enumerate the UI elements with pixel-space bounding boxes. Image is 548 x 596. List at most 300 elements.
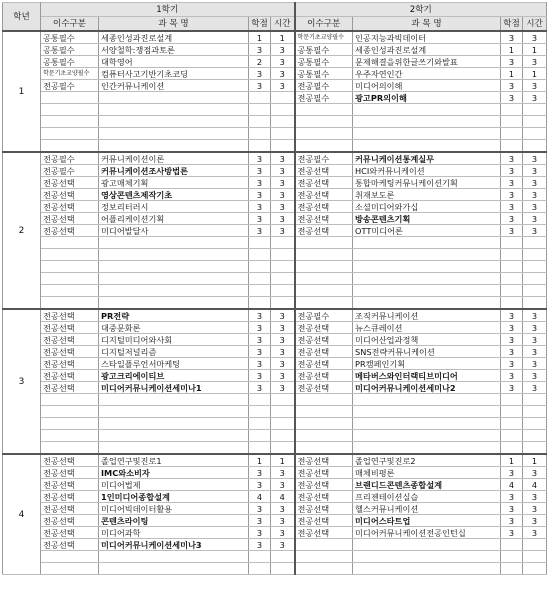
s2-course-hours bbox=[523, 140, 547, 153]
s2-course-credit bbox=[501, 273, 523, 285]
s1-course-name bbox=[99, 104, 249, 116]
table-row bbox=[3, 165, 547, 177]
s1-course-name: 미디어과학 bbox=[99, 527, 249, 539]
table-row bbox=[3, 382, 547, 394]
s2-course-hours bbox=[523, 539, 547, 551]
table-row bbox=[3, 479, 547, 491]
s2-course-name: 프리젠테이션실습 bbox=[353, 491, 501, 503]
s2-course-name: 소셜미디어와가십 bbox=[353, 201, 501, 213]
s2-course-division: 전공선택 bbox=[295, 382, 353, 394]
s1-course-hours bbox=[271, 285, 295, 297]
s1-course-credit: 4 bbox=[249, 491, 271, 503]
s1-course-division bbox=[41, 297, 99, 310]
table-row bbox=[3, 68, 547, 80]
s2-course-division bbox=[295, 539, 353, 551]
s2-course-credit bbox=[501, 430, 523, 442]
s1-course-name: 졸업연구및진로1 bbox=[99, 454, 249, 467]
s2-course-credit: 1 bbox=[501, 44, 523, 56]
s2-course-hours: 3 bbox=[523, 515, 547, 527]
s2-course-credit bbox=[501, 261, 523, 273]
s2-course-division: 전공선택 bbox=[295, 213, 353, 225]
s1-course-name: 콘텐츠라이팅 bbox=[99, 515, 249, 527]
s2-course-division bbox=[295, 140, 353, 153]
s1-course-name bbox=[99, 249, 249, 261]
s2-course-division bbox=[295, 116, 353, 128]
s2-course-hours: 3 bbox=[523, 225, 547, 237]
s1-course-hours: 3 bbox=[271, 56, 295, 68]
s1-course-hours bbox=[271, 418, 295, 430]
s2-course-credit: 3 bbox=[501, 382, 523, 394]
s2-course-credit: 3 bbox=[501, 31, 523, 44]
s2-course-hours: 3 bbox=[523, 189, 547, 201]
s1-course-credit: 3 bbox=[249, 503, 271, 515]
s2-course-name: 방송콘텐츠기획 bbox=[353, 213, 501, 225]
s2-course-credit bbox=[501, 551, 523, 563]
table-row bbox=[3, 237, 547, 249]
s1-course-credit: 3 bbox=[249, 189, 271, 201]
s1-course-hours: 3 bbox=[271, 515, 295, 527]
s2-course-name: 커뮤니케이션통계실무 bbox=[353, 152, 501, 165]
s1-course-credit bbox=[249, 104, 271, 116]
s1-course-credit: 3 bbox=[249, 467, 271, 479]
s2-course-hours bbox=[523, 249, 547, 261]
s2-course-hours: 3 bbox=[523, 92, 547, 104]
s2-course-credit: 3 bbox=[501, 515, 523, 527]
s1-course-hours bbox=[271, 104, 295, 116]
s2-course-name bbox=[353, 249, 501, 261]
s2-course-name: 통합마케팅커뮤니케이션기획 bbox=[353, 177, 501, 189]
s1-course-hours: 3 bbox=[271, 152, 295, 165]
s1-course-credit bbox=[249, 237, 271, 249]
s1-course-hours bbox=[271, 563, 295, 575]
s2-div-header: 이수구분 bbox=[295, 17, 353, 32]
s1-course-credit: 3 bbox=[249, 225, 271, 237]
s2-course-credit bbox=[501, 104, 523, 116]
year-header: 학년 bbox=[3, 3, 41, 32]
s2-course-division bbox=[295, 406, 353, 418]
s1-course-name: 1인미디어종합설계 bbox=[99, 491, 249, 503]
s2-course-hours bbox=[523, 563, 547, 575]
s1-course-division: 전공선택 bbox=[41, 225, 99, 237]
s1-course-division bbox=[41, 430, 99, 442]
s1-course-credit: 3 bbox=[249, 152, 271, 165]
s1-course-credit: 1 bbox=[249, 31, 271, 44]
s1-hours-header: 시간 bbox=[271, 17, 295, 32]
s2-course-name bbox=[353, 285, 501, 297]
s2-course-name: 미디어커뮤니케이션전공인턴십 bbox=[353, 527, 501, 539]
table-row bbox=[3, 442, 547, 455]
s2-course-division bbox=[295, 551, 353, 563]
s2-course-division: 전공선택 bbox=[295, 491, 353, 503]
s1-course-credit bbox=[249, 430, 271, 442]
s1-course-credit: 3 bbox=[249, 370, 271, 382]
s2-course-credit bbox=[501, 285, 523, 297]
s2-course-hours: 3 bbox=[523, 334, 547, 346]
s2-course-hours: 3 bbox=[523, 309, 547, 322]
s1-course-hours: 3 bbox=[271, 213, 295, 225]
table-row bbox=[3, 334, 547, 346]
s2-course-hours: 1 bbox=[523, 68, 547, 80]
s1-course-name bbox=[99, 442, 249, 455]
s2-course-hours: 3 bbox=[523, 31, 547, 44]
s1-course-division bbox=[41, 128, 99, 140]
s2-course-hours: 3 bbox=[523, 322, 547, 334]
s1-course-credit bbox=[249, 297, 271, 310]
s1-course-credit: 3 bbox=[249, 68, 271, 80]
s1-course-name bbox=[99, 406, 249, 418]
curriculum-body bbox=[3, 31, 547, 575]
s1-course-hours: 3 bbox=[271, 334, 295, 346]
s2-course-header: 과 목 명 bbox=[353, 17, 501, 32]
year-label: 2 bbox=[3, 152, 41, 309]
s2-course-name bbox=[353, 140, 501, 153]
s2-course-credit: 1 bbox=[501, 454, 523, 467]
s1-course-division: 전공필수 bbox=[41, 152, 99, 165]
semester-header-row bbox=[3, 3, 547, 17]
s1-course-name: 광고매체기획 bbox=[99, 177, 249, 189]
s2-course-hours: 3 bbox=[523, 370, 547, 382]
s1-course-hours bbox=[271, 116, 295, 128]
s2-course-name bbox=[353, 297, 501, 310]
table-row bbox=[3, 527, 547, 539]
s1-course-credit bbox=[249, 273, 271, 285]
year-label: 1 bbox=[3, 31, 41, 152]
s1-course-division: 전공선택 bbox=[41, 201, 99, 213]
table-row bbox=[3, 297, 547, 310]
s1-course-credit bbox=[249, 418, 271, 430]
s2-course-hours bbox=[523, 237, 547, 249]
s1-course-hours: 3 bbox=[271, 370, 295, 382]
s2-course-credit: 3 bbox=[501, 152, 523, 165]
s1-course-hours: 3 bbox=[271, 322, 295, 334]
s2-course-hours: 3 bbox=[523, 177, 547, 189]
s2-course-name: 미디어의이해 bbox=[353, 80, 501, 92]
s1-course-division: 전공선택 bbox=[41, 491, 99, 503]
s2-course-credit bbox=[501, 116, 523, 128]
s1-course-division: 전공선택 bbox=[41, 539, 99, 551]
table-row bbox=[3, 394, 547, 406]
s1-course-hours: 3 bbox=[271, 225, 295, 237]
s2-course-credit bbox=[501, 563, 523, 575]
s2-course-hours: 3 bbox=[523, 80, 547, 92]
s2-course-division: 전공선택 bbox=[295, 322, 353, 334]
s1-course-name: 정보리터러시 bbox=[99, 201, 249, 213]
s2-course-division: 학문기초교양필수 bbox=[295, 31, 353, 44]
s2-course-hours: 3 bbox=[523, 346, 547, 358]
s1-course-header: 과 목 명 bbox=[99, 17, 249, 32]
s2-course-credit bbox=[501, 418, 523, 430]
s2-course-credit: 3 bbox=[501, 201, 523, 213]
s1-course-name: 미디어커뮤니케이션세미나3 bbox=[99, 539, 249, 551]
s1-course-name: 커뮤니케이션조사방법론 bbox=[99, 165, 249, 177]
table-row bbox=[3, 515, 547, 527]
s2-course-credit: 3 bbox=[501, 527, 523, 539]
s2-course-hours bbox=[523, 273, 547, 285]
s1-course-credit: 3 bbox=[249, 309, 271, 322]
s1-course-name: 미디어법제 bbox=[99, 479, 249, 491]
s1-course-name: 미디어발달사 bbox=[99, 225, 249, 237]
s1-course-credit: 3 bbox=[249, 201, 271, 213]
s2-course-hours: 4 bbox=[523, 479, 547, 491]
s1-course-name bbox=[99, 92, 249, 104]
s2-course-division: 전공선택 bbox=[295, 334, 353, 346]
s2-course-division bbox=[295, 237, 353, 249]
s1-course-name: IMC와소비자 bbox=[99, 467, 249, 479]
s1-course-division: 전공필수 bbox=[41, 80, 99, 92]
s1-course-division bbox=[41, 563, 99, 575]
table-row bbox=[3, 467, 547, 479]
s1-course-division: 전공선택 bbox=[41, 467, 99, 479]
s1-course-name: 영상콘텐츠제작기초 bbox=[99, 189, 249, 201]
s2-course-credit: 3 bbox=[501, 346, 523, 358]
s1-course-name: 미디어커뮤니케이션세미나1 bbox=[99, 382, 249, 394]
s1-course-hours: 1 bbox=[271, 454, 295, 467]
s2-course-hours: 3 bbox=[523, 165, 547, 177]
s1-div-header: 이수구분 bbox=[41, 17, 99, 32]
s1-course-name bbox=[99, 237, 249, 249]
table-row bbox=[3, 116, 547, 128]
s1-course-hours: 3 bbox=[271, 80, 295, 92]
table-row bbox=[3, 430, 547, 442]
s2-course-name bbox=[353, 442, 501, 455]
s1-course-division: 전공선택 bbox=[41, 177, 99, 189]
s1-course-name: 서양철학:쟁점과토론 bbox=[99, 44, 249, 56]
s2-course-name: 매체비평론 bbox=[353, 467, 501, 479]
s1-course-hours: 3 bbox=[271, 189, 295, 201]
s1-course-division bbox=[41, 261, 99, 273]
s2-course-credit bbox=[501, 394, 523, 406]
s1-course-division: 전공선택 bbox=[41, 515, 99, 527]
s1-course-division bbox=[41, 140, 99, 153]
s2-course-name bbox=[353, 237, 501, 249]
s1-course-hours: 4 bbox=[271, 491, 295, 503]
s2-course-division bbox=[295, 261, 353, 273]
s2-course-hours: 3 bbox=[523, 56, 547, 68]
s2-course-division: 전공필수 bbox=[295, 152, 353, 165]
s2-credit-header: 학점 bbox=[501, 17, 523, 32]
s2-course-name: 헬스커뮤니케이션 bbox=[353, 503, 501, 515]
table-row bbox=[3, 152, 547, 165]
s2-course-name bbox=[353, 406, 501, 418]
s2-course-hours: 3 bbox=[523, 152, 547, 165]
s2-course-name: 광고PR의이해 bbox=[353, 92, 501, 104]
s2-course-name bbox=[353, 128, 501, 140]
s1-course-division: 전공선택 bbox=[41, 213, 99, 225]
s2-course-name: 메타버스와인터랙티브미디어 bbox=[353, 370, 501, 382]
s2-course-division: 전공필수 bbox=[295, 309, 353, 322]
s1-course-credit: 3 bbox=[249, 165, 271, 177]
s2-course-credit: 3 bbox=[501, 358, 523, 370]
s2-course-hours: 3 bbox=[523, 491, 547, 503]
s2-course-name bbox=[353, 551, 501, 563]
s1-course-hours bbox=[271, 249, 295, 261]
s1-course-credit: 3 bbox=[249, 515, 271, 527]
table-row bbox=[3, 128, 547, 140]
s1-course-name bbox=[99, 261, 249, 273]
s2-course-division: 전공선택 bbox=[295, 177, 353, 189]
s2-course-division: 전공선택 bbox=[295, 479, 353, 491]
table-row bbox=[3, 406, 547, 418]
s1-course-division: 전공선택 bbox=[41, 322, 99, 334]
s2-course-division bbox=[295, 394, 353, 406]
s1-course-name bbox=[99, 273, 249, 285]
s1-course-credit: 2 bbox=[249, 56, 271, 68]
s1-course-division bbox=[41, 551, 99, 563]
s2-course-hours: 3 bbox=[523, 213, 547, 225]
s1-course-name: 디지털저널리즘 bbox=[99, 346, 249, 358]
s1-course-credit bbox=[249, 92, 271, 104]
s1-course-credit: 3 bbox=[249, 322, 271, 334]
s1-course-division bbox=[41, 249, 99, 261]
s1-course-division bbox=[41, 104, 99, 116]
table-row bbox=[3, 213, 547, 225]
s2-course-credit: 3 bbox=[501, 503, 523, 515]
s1-course-credit bbox=[249, 128, 271, 140]
s2-course-hours bbox=[523, 297, 547, 310]
s2-course-division bbox=[295, 104, 353, 116]
s2-course-credit bbox=[501, 406, 523, 418]
s2-course-hours: 3 bbox=[523, 382, 547, 394]
table-row bbox=[3, 261, 547, 273]
s1-course-credit: 3 bbox=[249, 539, 271, 551]
s2-course-hours bbox=[523, 394, 547, 406]
s1-course-credit bbox=[249, 285, 271, 297]
s1-course-name bbox=[99, 285, 249, 297]
s1-course-credit bbox=[249, 394, 271, 406]
s2-course-credit: 3 bbox=[501, 467, 523, 479]
s1-course-division: 전공선택 bbox=[41, 309, 99, 322]
s2-course-credit bbox=[501, 140, 523, 153]
semester1-header: 1학기 bbox=[41, 3, 295, 17]
table-row bbox=[3, 249, 547, 261]
s2-course-division: 전공선택 bbox=[295, 225, 353, 237]
s2-course-credit: 1 bbox=[501, 68, 523, 80]
s2-course-name: 뉴스큐레이션 bbox=[353, 322, 501, 334]
s1-course-division: 전공선택 bbox=[41, 454, 99, 467]
table-row bbox=[3, 370, 547, 382]
s2-course-division bbox=[295, 442, 353, 455]
s2-course-name: 인공지능과빅데이터 bbox=[353, 31, 501, 44]
s1-course-hours: 3 bbox=[271, 165, 295, 177]
s2-course-division: 전공선택 bbox=[295, 201, 353, 213]
s2-course-credit: 4 bbox=[501, 479, 523, 491]
s1-course-credit: 3 bbox=[249, 334, 271, 346]
s1-course-credit: 3 bbox=[249, 213, 271, 225]
s2-course-division: 전공선택 bbox=[295, 515, 353, 527]
s1-course-name bbox=[99, 128, 249, 140]
s2-course-hours: 3 bbox=[523, 503, 547, 515]
s1-course-hours: 3 bbox=[271, 309, 295, 322]
s2-course-hours: 3 bbox=[523, 358, 547, 370]
s1-course-credit: 3 bbox=[249, 382, 271, 394]
s2-course-credit bbox=[501, 249, 523, 261]
s1-course-hours: 3 bbox=[271, 503, 295, 515]
s1-course-name: 어플리케이션기획 bbox=[99, 213, 249, 225]
s1-course-name: 스타일플루언서마케팅 bbox=[99, 358, 249, 370]
s1-course-name bbox=[99, 297, 249, 310]
s1-course-division: 전공선택 bbox=[41, 334, 99, 346]
s1-course-credit: 3 bbox=[249, 177, 271, 189]
s2-course-credit: 3 bbox=[501, 92, 523, 104]
s1-course-hours: 3 bbox=[271, 382, 295, 394]
s2-course-division bbox=[295, 285, 353, 297]
s1-course-credit bbox=[249, 140, 271, 153]
table-row bbox=[3, 189, 547, 201]
s1-course-hours bbox=[271, 128, 295, 140]
s2-course-credit: 3 bbox=[501, 177, 523, 189]
s1-course-credit bbox=[249, 563, 271, 575]
table-row bbox=[3, 346, 547, 358]
s2-course-name: 미디어커뮤니케이션세미나2 bbox=[353, 382, 501, 394]
s1-course-hours: 3 bbox=[271, 479, 295, 491]
s2-course-credit: 3 bbox=[501, 322, 523, 334]
s1-course-name: 세종인성과진로설계 bbox=[99, 31, 249, 44]
s2-course-name: 미디어산업과정책 bbox=[353, 334, 501, 346]
s1-course-division: 전공선택 bbox=[41, 479, 99, 491]
s1-course-name bbox=[99, 430, 249, 442]
s2-course-name: PR캠페인기획 bbox=[353, 358, 501, 370]
s2-course-name bbox=[353, 418, 501, 430]
s2-course-name: HCI와커뮤니케이션 bbox=[353, 165, 501, 177]
s2-course-division: 전공선택 bbox=[295, 503, 353, 515]
s2-course-credit: 3 bbox=[501, 80, 523, 92]
year-label: 4 bbox=[3, 454, 41, 575]
s1-course-hours bbox=[271, 273, 295, 285]
s2-course-credit: 3 bbox=[501, 165, 523, 177]
table-row bbox=[3, 285, 547, 297]
table-row bbox=[3, 44, 547, 56]
s1-course-division bbox=[41, 418, 99, 430]
s2-course-division bbox=[295, 273, 353, 285]
s1-course-hours: 3 bbox=[271, 539, 295, 551]
s2-course-division: 공통필수 bbox=[295, 44, 353, 56]
s1-course-hours bbox=[271, 297, 295, 310]
s1-course-hours: 1 bbox=[271, 31, 295, 44]
s2-course-division bbox=[295, 563, 353, 575]
s1-course-division: 학문기초교양필수 bbox=[41, 68, 99, 80]
s1-course-hours bbox=[271, 237, 295, 249]
s1-course-hours bbox=[271, 261, 295, 273]
s1-course-credit bbox=[249, 116, 271, 128]
s2-course-hours bbox=[523, 418, 547, 430]
s2-course-name: OTT미디어론 bbox=[353, 225, 501, 237]
s2-course-division: 전공선택 bbox=[295, 346, 353, 358]
s2-course-hours bbox=[523, 261, 547, 273]
s2-course-hours bbox=[523, 442, 547, 455]
s2-course-division: 전공선택 bbox=[295, 189, 353, 201]
s1-course-credit bbox=[249, 261, 271, 273]
s1-course-hours: 3 bbox=[271, 44, 295, 56]
s2-course-hours bbox=[523, 128, 547, 140]
s1-course-division bbox=[41, 237, 99, 249]
s1-course-name: 광고크리에이티브 bbox=[99, 370, 249, 382]
table-row bbox=[3, 503, 547, 515]
s1-course-division bbox=[41, 92, 99, 104]
s1-course-division: 전공선택 bbox=[41, 503, 99, 515]
s1-course-division: 전공선택 bbox=[41, 189, 99, 201]
s2-course-credit: 3 bbox=[501, 334, 523, 346]
s2-course-division: 전공필수 bbox=[295, 92, 353, 104]
s1-course-credit bbox=[249, 442, 271, 455]
semester2-header: 2학기 bbox=[295, 3, 547, 17]
s1-course-name: 인간커뮤니케이션 bbox=[99, 80, 249, 92]
s1-course-credit bbox=[249, 406, 271, 418]
s1-credit-header: 학점 bbox=[249, 17, 271, 32]
year-label: 3 bbox=[3, 309, 41, 454]
s2-course-name bbox=[353, 430, 501, 442]
s2-course-name: 브랜디드콘텐츠종합설계 bbox=[353, 479, 501, 491]
s2-course-division: 공통필수 bbox=[295, 56, 353, 68]
